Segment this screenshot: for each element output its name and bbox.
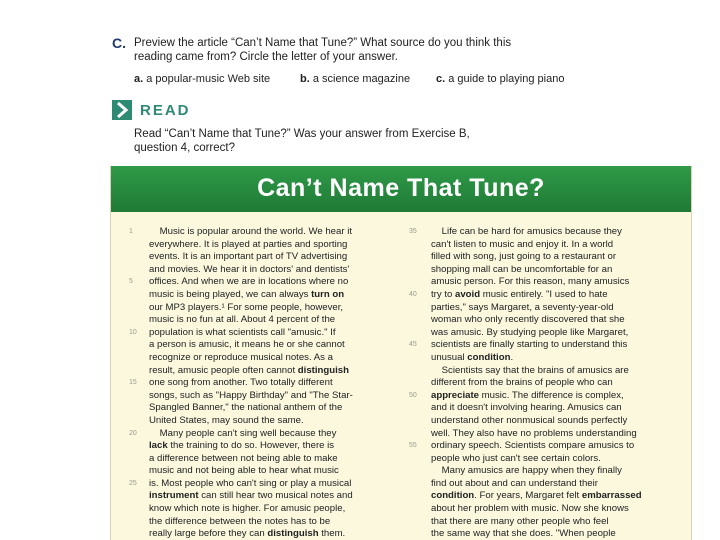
article-right-line: ordinary speech. Scientists compare amusics to <box>431 440 635 452</box>
article-right-line: Scientists say that the brains of amusics are <box>431 364 629 376</box>
article-right-line: scientists are finally starting to understand this <box>431 339 628 351</box>
article-left-line: events. It is an important part of TV advertising <box>149 251 348 263</box>
article-left-line: know which note is higher. For amusic people, <box>149 503 346 515</box>
article-right-line: try to avoid music entirely. "I used to hate <box>431 288 608 300</box>
article-left-line: recognize or reproduce musical notes. As a <box>149 351 333 363</box>
article-left-line: instrument can still hear two musical notes and <box>149 490 353 502</box>
choice-b-text: a science magazine <box>312 73 411 85</box>
article-left-line: music is being played, we can always turn on <box>149 288 345 300</box>
article-left-line: a difference between not being able to make <box>149 452 338 464</box>
article-left-line: Music is popular around the world. We hear it <box>149 226 352 237</box>
vocabulary-word: distinguish <box>297 364 349 376</box>
article-left-line: everywhere. It is played at parties and sporting <box>149 238 348 250</box>
line-number-right: 35 <box>409 228 417 235</box>
choice-c-text: a guide to playing piano <box>448 73 565 85</box>
article-left-line: music is no fun at all. About 4 percent of the <box>149 314 336 326</box>
article-right-line: shopping mall can be uncomfortable for an <box>431 263 613 275</box>
article-left-line: result, amusic people often cannot distinguish <box>149 364 349 376</box>
vocabulary-word: appreciate <box>431 389 479 401</box>
vocabulary-word: turn on <box>311 288 345 300</box>
article-right-line: that there are many other people who feel <box>431 515 609 527</box>
article-right-line: understand other nonmusical sounds perfectly <box>431 414 628 426</box>
article-left-line: offices. And when we are in locations where no <box>149 276 349 288</box>
choice-b-letter: b. <box>300 73 310 85</box>
article-right-line: was amusic. By studying people like Margaret, <box>431 326 629 338</box>
line-number-right: 50 <box>409 391 417 399</box>
vocabulary-word: condition <box>467 351 511 363</box>
article-right-line: parties," says Margaret, a seventy-year-old <box>431 301 614 313</box>
vocabulary-word: instrument <box>149 490 199 502</box>
line-number-right: 55 <box>409 442 417 450</box>
article-left-line: really large before they can distinguish them. <box>149 528 346 540</box>
article-right-line: different from the brains of people who can <box>431 377 613 389</box>
line-number-left: 5 <box>129 278 133 286</box>
article-right-line: can't listen to music and enjoy it. In a world <box>431 238 614 250</box>
article-left-line: lack the training to do so. However, there is <box>149 440 335 452</box>
choice-c-letter: c. <box>436 73 446 85</box>
article-right-line: appreciate music. The difference is complex, <box>431 389 624 401</box>
article-left-line: Spangled Banner," the national anthem of the <box>149 402 343 414</box>
article-right-line: the same way that she does. "When people <box>431 528 616 540</box>
article-right-line: condition. For years, Margaret felt embarrassed <box>431 490 642 502</box>
article-box <box>110 166 692 540</box>
line-number-left: 20 <box>129 429 137 437</box>
read-question-line-2: question 4, correct? <box>134 142 236 154</box>
read-section-question <box>134 127 534 155</box>
vocabulary-word: avoid <box>455 288 481 300</box>
choice-a-letter: a. <box>134 73 144 85</box>
line-number-right: 40 <box>409 291 417 298</box>
article-right-line: filled with song, just going to a restaurant or <box>431 251 617 263</box>
choice-b[interactable] <box>300 73 410 85</box>
read-question-line-1: Read “Can’t Name that Tune?” Was your answer from Exercise B, <box>134 128 470 140</box>
article-right-line: well. They also have no problems understanding <box>431 427 637 439</box>
article-column-left <box>149 226 404 540</box>
choice-a-text: a popular-music Web site <box>146 73 271 85</box>
article-left-line: United States, may sound the same. <box>149 414 304 426</box>
line-number-left: 10 <box>129 328 137 336</box>
article-left-line: a person is amusic, it means he or she cannot <box>149 339 345 351</box>
article-left-line: music and not being able to hear what music <box>149 465 339 477</box>
article-left-line: one song from another. Two totally different <box>149 377 333 389</box>
article-right-line: woman who only recently discovered that she <box>431 314 625 326</box>
line-number-left: 1 <box>129 228 133 235</box>
choice-a[interactable] <box>134 73 270 85</box>
article-right-line: Many amusics are happy when they finally <box>431 465 622 477</box>
article-left-line: and movies. We hear it in doctors' and dentists' <box>149 263 350 275</box>
exercise-question-line-1: Preview the article “Can’t Name that Tune?” What source do you think this <box>134 37 512 49</box>
article-left-line: our MP3 players.¹ For some people, however, <box>149 301 344 313</box>
article-left-line: Many people can't sing well because they <box>149 427 337 439</box>
line-number-left: 25 <box>129 480 137 487</box>
article-left-line: population is what scientists call "amusic." If <box>149 326 336 338</box>
exercise-question-line-2: reading came from? Circle the letter of your answer. <box>134 51 398 63</box>
line-number-right: 45 <box>409 341 417 349</box>
article-title-bar <box>111 166 691 212</box>
article-right-line: Life can be hard for amusics because they <box>431 226 622 237</box>
article-right-line: about her problem with music. Now she knows <box>431 503 629 515</box>
vocabulary-word: condition <box>431 490 475 502</box>
article-title: Can’t Name That Tune? <box>257 174 545 202</box>
article-column-right <box>431 226 686 540</box>
exercise-letter: C. <box>112 35 126 51</box>
vocabulary-word: lack <box>149 440 168 452</box>
read-arrow-icon <box>112 100 132 120</box>
article-left-line: the difference between the notes has to be <box>149 515 331 527</box>
article-right-line: and it doesn't involving hearing. Amusics can <box>431 402 622 414</box>
line-number-left: 15 <box>129 379 137 387</box>
exercise-question <box>134 36 564 64</box>
article-left-line: songs, such as "Happy Birthday" and "The Star- <box>149 389 353 401</box>
article-right-line: amusic person. For this reason, many amusics <box>431 276 630 288</box>
article-left-line: is. Most people who can't sing or play a musical <box>149 477 352 489</box>
article-right-line: unusual condition. <box>431 351 514 363</box>
article-right-line: find out about and can understand their <box>431 477 598 489</box>
choice-c[interactable] <box>436 73 564 85</box>
read-section-label: READ <box>140 102 191 119</box>
article-right-line: people who just can't see certain colors. <box>431 452 601 464</box>
vocabulary-word: embarrassed <box>581 490 642 502</box>
vocabulary-word: distinguish <box>267 528 319 540</box>
